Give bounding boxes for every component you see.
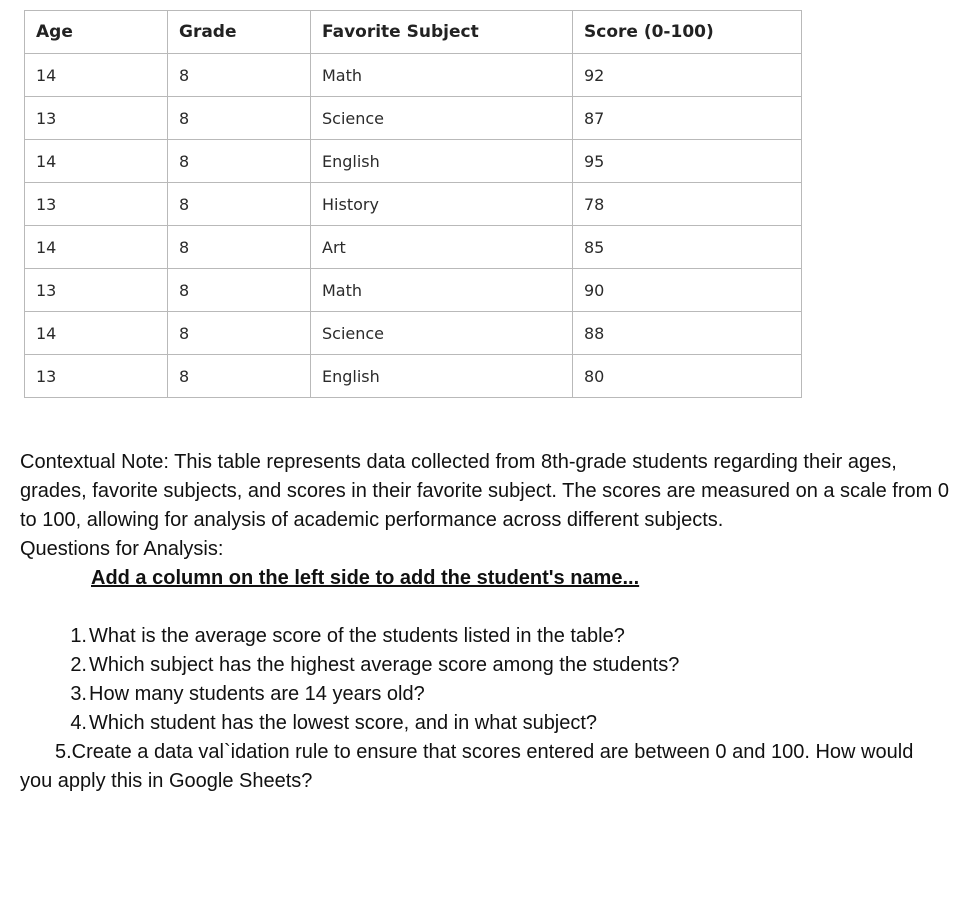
cell-grade: 8 [168, 269, 311, 312]
question-number: 3. [70, 683, 87, 705]
question-text: Which student has the lowest score, and in what subject? [89, 712, 598, 734]
cell-grade: 8 [168, 97, 311, 140]
cell-grade: 8 [168, 226, 311, 269]
header-grade: Grade [168, 11, 311, 54]
cell-age: 13 [25, 97, 168, 140]
cell-score: 78 [573, 183, 802, 226]
cell-subject: Math [311, 54, 573, 97]
question-text: Which subject has the highest average score among the students? [89, 654, 680, 676]
question-5: 5.Create a data val`idation rule to ensure that scores entered are between 0 and 100. How would you apply this in Google Sheets? [20, 741, 914, 792]
cell-age: 14 [25, 54, 168, 97]
cell-grade: 8 [168, 54, 311, 97]
cell-score: 95 [573, 140, 802, 183]
question-number: 4. [70, 712, 87, 734]
cell-age: 13 [25, 183, 168, 226]
cell-age: 14 [25, 140, 168, 183]
table-row [25, 54, 802, 97]
cell-subject: English [311, 355, 573, 398]
cell-age: 13 [25, 269, 168, 312]
cell-score: 85 [573, 226, 802, 269]
question-number: 2. [70, 654, 87, 676]
question-number: 1. [70, 625, 87, 647]
cell-age: 14 [25, 226, 168, 269]
contextual-note-section [20, 448, 950, 796]
cell-grade: 8 [168, 140, 311, 183]
question-item [20, 651, 950, 680]
cell-subject: Math [311, 269, 573, 312]
question-text: How many students are 14 years old? [89, 683, 425, 705]
table-row [25, 183, 802, 226]
cell-subject: History [311, 183, 573, 226]
cell-score: 87 [573, 97, 802, 140]
table-row [25, 140, 802, 183]
header-score: Score (0-100) [573, 11, 802, 54]
table-header-row [25, 11, 802, 54]
table-row [25, 226, 802, 269]
cell-score: 92 [573, 54, 802, 97]
cell-score: 88 [573, 312, 802, 355]
questions-heading: Questions for Analysis: [20, 538, 224, 560]
contextual-note-paragraph: Contextual Note: This table represents data collected from 8th-grade students regarding their ages, grades, favorite subjects, and scores in their favorite subject. The scores are measured on a scale from 0 to 100, allowing for analysis of academic performance across different subjects. [20, 451, 949, 531]
header-age: Age [25, 11, 168, 54]
cell-grade: 8 [168, 183, 311, 226]
student-data-table [24, 10, 802, 398]
question-item [20, 709, 950, 738]
table-row [25, 97, 802, 140]
table-row [25, 312, 802, 355]
question-text: What is the average score of the students listed in the table? [89, 625, 625, 647]
cell-score: 80 [573, 355, 802, 398]
cell-grade: 8 [168, 355, 311, 398]
cell-grade: 8 [168, 312, 311, 355]
question-item [20, 622, 950, 651]
cell-subject: Art [311, 226, 573, 269]
header-favorite-subject: Favorite Subject [311, 11, 573, 54]
cell-score: 90 [573, 269, 802, 312]
questions-list [20, 622, 950, 738]
add-name-column-instruction: Add a column on the left side to add the student's name... [91, 567, 640, 589]
cell-age: 14 [25, 312, 168, 355]
cell-subject: Science [311, 312, 573, 355]
cell-subject: English [311, 140, 573, 183]
table-row [25, 269, 802, 312]
cell-subject: Science [311, 97, 573, 140]
question-item [20, 680, 950, 709]
table-row [25, 355, 802, 398]
cell-age: 13 [25, 355, 168, 398]
